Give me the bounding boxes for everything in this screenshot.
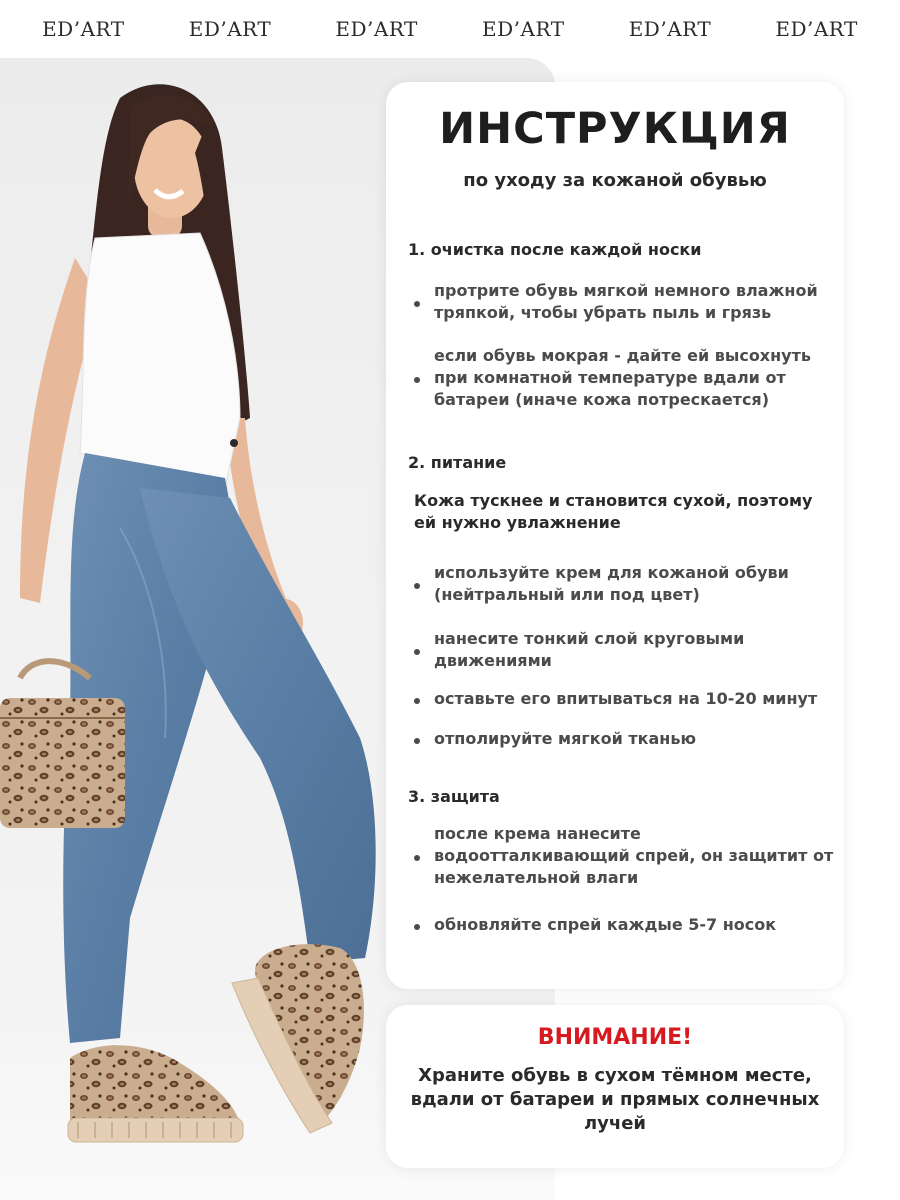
list-item <box>414 280 834 324</box>
brand-logo: ED’ART <box>188 17 272 41</box>
page-title: ИНСТРУКЦИЯ <box>439 104 791 154</box>
list-item <box>414 562 834 606</box>
section-heading-nutrition: 2. питание <box>408 453 507 472</box>
bullet-icon <box>414 377 420 383</box>
section-heading-protection: 3. защита <box>408 787 500 806</box>
list-item-text: обновляйте спрей каждые 5-7 носок <box>434 915 777 934</box>
list-item <box>414 688 834 710</box>
warning-card <box>386 1005 844 1168</box>
bullet-icon <box>414 301 420 307</box>
list-item <box>414 345 834 411</box>
list-item-text: протрите обувь мягкой немного влажной тряпкой, чтобы убрать пыль и грязь <box>434 281 818 322</box>
bullet-icon <box>414 583 420 589</box>
list-item-text: если обувь мокрая - дайте ей высохнуть при комнатной температуре вдали от батареи (иначе кожа потрескается) <box>434 346 811 409</box>
list-item <box>414 728 834 750</box>
warning-title: ВНИМАНИЕ! <box>537 1025 693 1050</box>
brand-logo: ED’ART <box>42 17 125 41</box>
section-intro: Кожа тускнее и становится сухой, поэтому ей нужно увлажнение <box>414 491 813 532</box>
bullet-icon <box>414 855 420 861</box>
warning-text: Храните обувь в сухом тёмном месте, вдали от батареи и прямых солнечных лучей <box>410 1065 820 1134</box>
page-subtitle: по уходу за кожаной обувью <box>463 170 767 191</box>
list-item <box>414 914 834 936</box>
section-heading-cleaning: 1. очистка после каждой носки <box>408 240 702 259</box>
list-item-text: отполируйте мягкой тканью <box>434 729 697 748</box>
bullet-icon <box>414 738 420 744</box>
list-item-text: после крема нанесите водоотталкивающий спрей, он защитит от нежелательной влаги <box>434 824 834 887</box>
brand-logo: ED’ART <box>628 17 712 41</box>
list-item-text: оставьте его впитываться на 10-20 минут <box>434 689 818 708</box>
brand-logo: ED’ART <box>775 17 858 41</box>
list-item <box>414 628 834 672</box>
instruction-card <box>386 82 844 989</box>
bullet-icon <box>414 698 420 704</box>
brand-logo: ED’ART <box>335 17 418 41</box>
list-item-text: нанесите тонкий слой круговыми движениями <box>434 629 745 670</box>
bullet-icon <box>414 924 420 930</box>
bullet-icon <box>414 649 420 655</box>
brand-strip <box>0 0 900 58</box>
list-item <box>414 823 834 889</box>
list-item-text: используйте крем для кожаной обуви (нейтральный или под цвет) <box>434 563 789 604</box>
brand-logo: ED’ART <box>482 17 565 41</box>
